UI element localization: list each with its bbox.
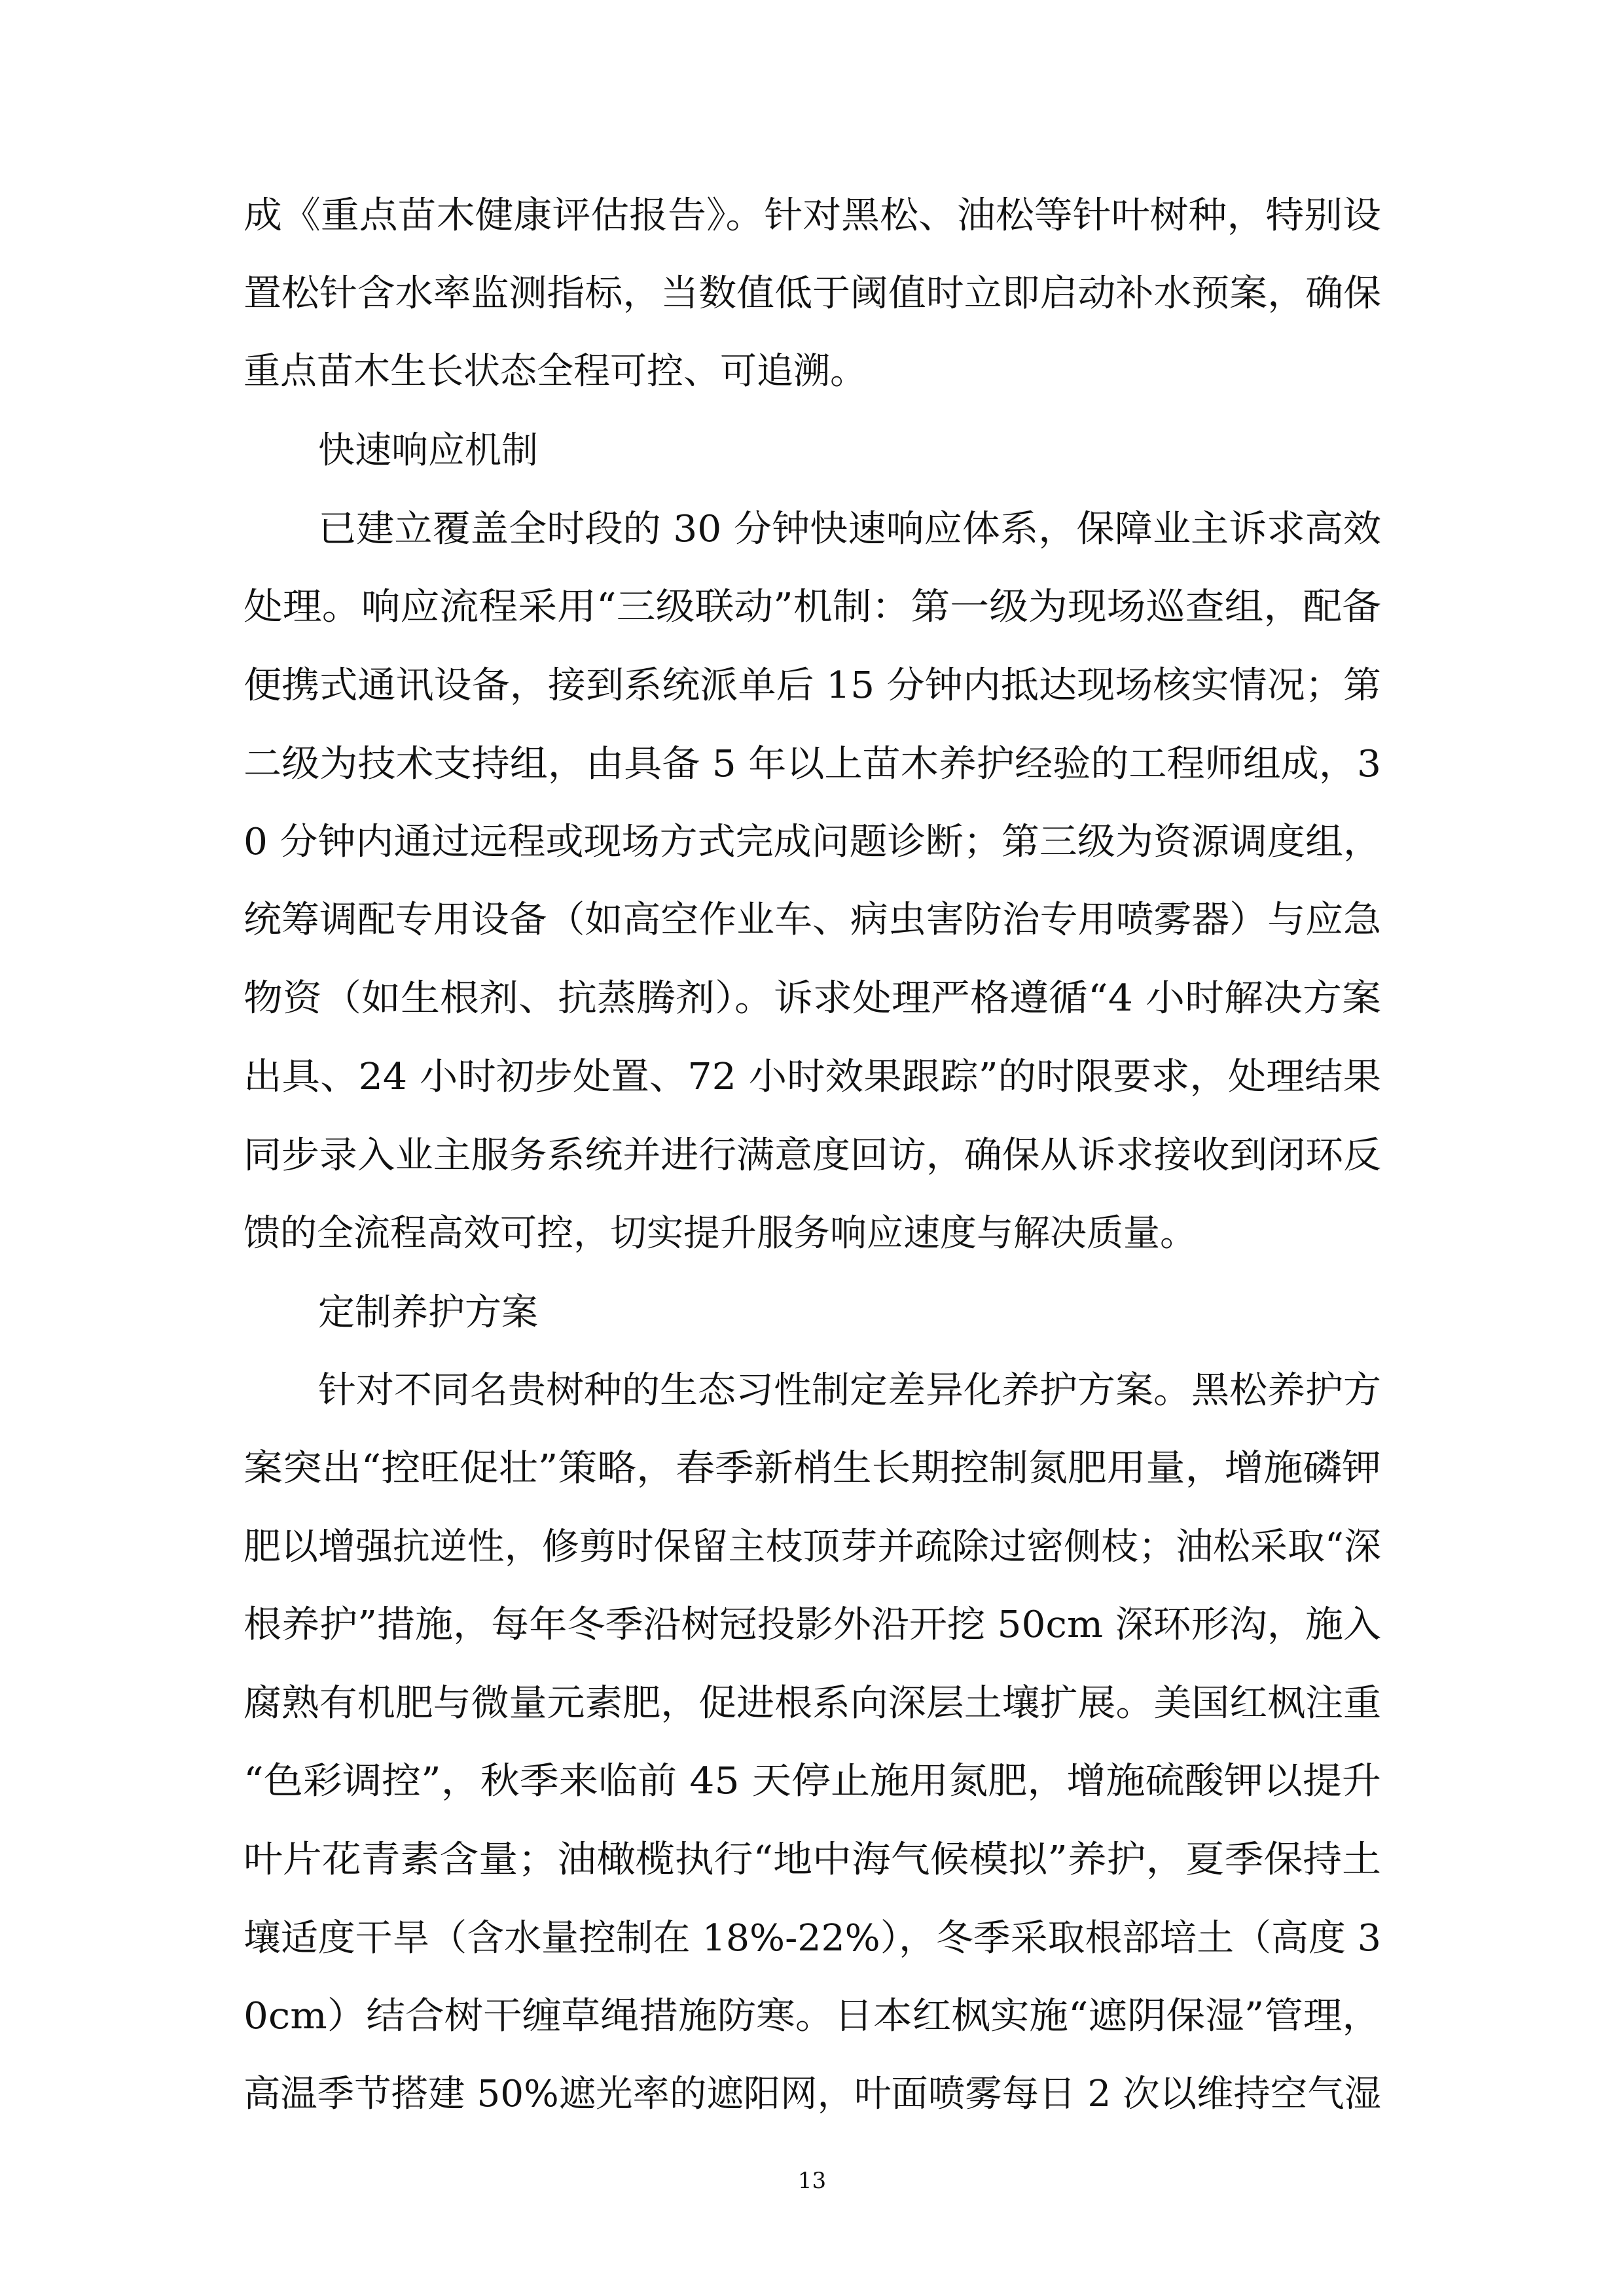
text-line <box>0 1677 1624 1730</box>
text-line-content: 0 分钟内通过远程或现场方式完成问题诊断；第三级为资源调度组， <box>244 821 1381 863</box>
text-line <box>0 1130 1624 1182</box>
text-line <box>0 1287 1624 1339</box>
text-line-content: 案突出“控旺促壮”策略，春季新梢生长期控制氮肥用量，增施磷钾 <box>244 1447 1381 1490</box>
text-line-content: 置松针含水率监测指标，当数值低于阈值时立即启动补水预案，确保 <box>244 272 1381 315</box>
text-line <box>0 1051 1624 1103</box>
text-line <box>0 1990 1624 2043</box>
text-line-content: 馈的全流程高效可控，切实提升服务响应速度与解决质量。 <box>244 1212 1197 1255</box>
text-line-content: 重点苗木生长状态全程可控、可追溯。 <box>244 350 867 393</box>
text-line <box>0 346 1624 398</box>
text-line <box>0 1912 1624 1965</box>
text-line-content: 高温季节搭建 50%遮光率的遮阳网，叶面喷雾每日 2 次以维持空气湿 <box>244 2073 1381 2115</box>
text-line-content: 0cm）结合树干缠草绳措施防寒。日本红枫实施“遮阴保湿”管理， <box>244 1995 1381 2037</box>
text-line-content: 二级为技术支持组，由具备 5 年以上苗木养护经验的工程师组成，3 <box>244 743 1381 785</box>
text-line <box>0 1834 1624 1886</box>
page-number: 13 <box>797 2168 827 2194</box>
text-line <box>0 1599 1624 1651</box>
text-line <box>0 2068 1624 2121</box>
text-line <box>0 894 1624 946</box>
text-line <box>0 738 1624 791</box>
text-line-content: 肥以增强抗逆性，修剪时保留主枝顶芽并疏除过密侧枝；油松采取“深 <box>244 1526 1381 1568</box>
text-line <box>0 503 1624 556</box>
text-line-content: 统筹调配专用设备（如高空作业车、病虫害防治专用喷雾器）与应急 <box>244 899 1381 941</box>
text-line <box>0 1443 1624 1495</box>
text-line <box>0 816 1624 869</box>
text-line-content: 壤适度干旱（含水量控制在 18%-22%），冬季采取根部培土（高度 3 <box>244 1917 1381 1960</box>
text-line-content: 处理。响应流程采用“三级联动”机制：第一级为现场巡查组，配备 <box>244 586 1381 628</box>
text-line-content: 根养护”措施，每年冬季沿树冠投影外沿开挖 50cm 深环形沟，施入 <box>244 1604 1381 1646</box>
text-line <box>0 425 1624 477</box>
text-line <box>0 973 1624 1025</box>
text-line <box>0 190 1624 242</box>
text-line-content: 已建立覆盖全时段的 30 分钟快速响应体系，保障业主诉求高效 <box>318 508 1381 550</box>
text-line-content: 物资（如生根剂、抗蒸腾剂）。诉求处理严格遵循“4 小时解决方案 <box>244 977 1381 1020</box>
text-line <box>0 581 1624 634</box>
text-line-content: “色彩调控”，秋季来临前 45 天停止施用氮肥，增施硫酸钾以提升 <box>244 1760 1381 1803</box>
text-line <box>0 268 1624 320</box>
text-line-content: 同步录入业主服务系统并进行满意度回访，确保从诉求接收到闭环反 <box>244 1134 1381 1177</box>
text-line-content: 快速响应机制 <box>318 429 538 472</box>
text-line-content: 针对不同名贵树种的生态习性制定差异化养护方案。黑松养护方 <box>318 1369 1381 1412</box>
text-line <box>0 1365 1624 1417</box>
text-line-content: 便携式通讯设备，接到系统派单后 15 分钟内抵达现场核实情况；第 <box>244 664 1381 707</box>
text-line-content: 出具、24 小时初步处置、72 小时效果跟踪”的时限要求，处理结果 <box>244 1056 1381 1098</box>
text-line <box>0 1755 1624 1808</box>
text-line <box>0 660 1624 712</box>
text-line-content: 成《重点苗木健康评估报告》。针对黑松、油松等针叶树种，特别设 <box>244 194 1381 237</box>
text-line-content: 定制养护方案 <box>318 1291 538 1334</box>
text-line <box>0 1208 1624 1260</box>
text-line <box>0 1521 1624 1573</box>
text-line-content: 腐熟有机肥与微量元素肥，促进根系向深层土壤扩展。美国红枫注重 <box>244 1682 1381 1725</box>
text-line-content: 叶片花青素含量；油橄榄执行“地中海气候模拟”养护，夏季保持土 <box>244 1839 1381 1881</box>
